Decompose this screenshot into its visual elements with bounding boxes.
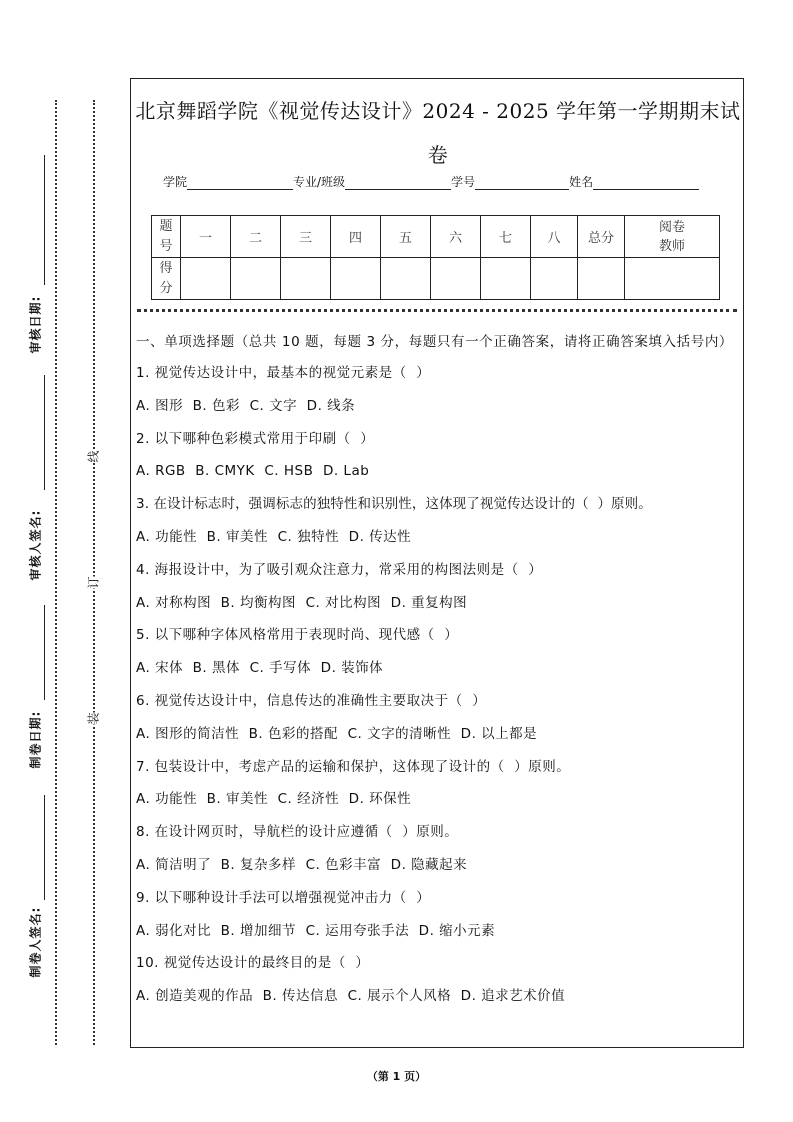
score-cell[interactable]: [381, 258, 431, 300]
score-cell[interactable]: [181, 258, 231, 300]
page-number: （第 1 页）: [366, 1070, 427, 1083]
student-id-label: 学号: [451, 175, 476, 189]
question-options: A. 功能性 B. 审美性 C. 经济性 D. 环保性: [136, 791, 412, 808]
binding-mark-zhuang: 装: [81, 712, 106, 724]
name-field[interactable]: [593, 177, 699, 190]
section-single-choice: [136, 331, 742, 1018]
question-text: 9. 以下哪种设计手法可以增强视觉冲击力（ ）: [136, 889, 431, 906]
score-col-header: 五: [381, 216, 431, 258]
binding-mark-xian: 线: [81, 450, 106, 462]
question-options: A. RGB B. CMYK C. HSB D. Lab: [136, 463, 370, 480]
signature-line: [44, 795, 45, 900]
score-cell[interactable]: [431, 258, 481, 300]
question-options: A. 创造美观的作品 B. 传达信息 C. 展示个人风格 D. 追求艺术价值: [136, 988, 566, 1005]
college-label: 学院: [163, 175, 188, 189]
student-id-field[interactable]: [475, 177, 569, 190]
review-date-label: 审核日期:: [28, 295, 43, 354]
exam-title-line1: 北京舞蹈学院《视觉传达设计》2024 - 2025 学年第一学期期末试: [135, 99, 741, 123]
paper-made-date-label: 制卷日期:: [28, 710, 43, 769]
question-text: 6. 视觉传达设计中，信息传达的准确性主要取决于（ ）: [136, 692, 487, 709]
reviewer-signature-label: 审核人签名:: [28, 509, 43, 581]
question-options: A. 对称构图 B. 均衡构图 C. 对比构图 D. 重复构图: [136, 594, 468, 611]
question-text: 7. 包装设计中，考虑产品的运输和保护，这体现了设计的（ ）原则。: [136, 758, 571, 775]
question-text: 1. 视觉传达设计中，最基本的视觉元素是（ ）: [136, 365, 431, 381]
signature-line: [44, 605, 45, 700]
question-options: A. 宋体 B. 黑体 C. 手写体 D. 装饰体: [136, 660, 384, 677]
student-info-row: [163, 173, 699, 190]
score-cell-grader[interactable]: [625, 258, 720, 300]
question-text: 10. 视觉传达设计的最终目的是（ ）: [136, 955, 370, 972]
score-col-header: 六: [431, 216, 481, 258]
binding-dotted-line-inner: [93, 100, 95, 1045]
question-text: 2. 以下哪种色彩模式常用于印刷（ ）: [136, 430, 375, 447]
question-text: 4. 海报设计中，为了吸引观众注意力，常采用的构图法则是（ ）: [136, 561, 543, 578]
question-options: A. 功能性 B. 审美性 C. 独特性 D. 传达性: [136, 528, 412, 545]
score-col-header: 八: [531, 216, 578, 258]
score-cell[interactable]: [281, 258, 331, 300]
score-col-header: 二: [231, 216, 281, 258]
score-cell[interactable]: [331, 258, 381, 300]
exam-title-line2: 卷: [427, 143, 449, 167]
score-cell[interactable]: [481, 258, 531, 300]
score-table-score-row: [152, 258, 720, 300]
paper-maker-signature-label: 制卷人签名:: [28, 906, 43, 978]
question-options: A. 弱化对比 B. 增加细节 C. 运用夸张手法 D. 缩小元素: [136, 922, 496, 939]
signature-line: [44, 155, 45, 285]
question-options: A. 图形的简洁性 B. 色彩的搭配 C. 文字的清晰性 D. 以上都是: [136, 725, 538, 742]
score-col-header-grader: 阅卷 教师: [625, 216, 720, 258]
score-col-header: 七: [481, 216, 531, 258]
question-text: 3. 在设计标志时，强调标志的独特性和识别性，这体现了视觉传达设计的（ ）原则。: [136, 496, 652, 513]
binding-dotted-line-outer: [55, 100, 57, 1045]
score-table: [151, 215, 720, 300]
score-row-label-question: 题 号: [152, 216, 181, 258]
major-field[interactable]: [345, 177, 451, 190]
college-field[interactable]: [187, 177, 293, 190]
score-table-header-row: [152, 216, 720, 258]
score-col-header-total: 总分: [578, 216, 625, 258]
score-cell[interactable]: [531, 258, 578, 300]
name-label: 姓名: [569, 175, 594, 189]
question-options: A. 简洁明了 B. 复杂多样 C. 色彩丰富 D. 隐藏起来: [136, 856, 468, 873]
score-cell-total[interactable]: [578, 258, 625, 300]
dotted-separator: [137, 309, 737, 312]
exam-frame: [130, 78, 744, 1048]
question-options: A. 图形 B. 色彩 C. 文字 D. 线条: [136, 397, 356, 414]
exam-title: [131, 89, 745, 177]
score-row-label-score: 得 分: [152, 258, 181, 300]
question-text: 8. 在设计网页时，导航栏的设计应遵循（ ）原则。: [136, 824, 459, 841]
binding-mark-ding: 订: [81, 576, 106, 588]
score-col-header: 一: [181, 216, 231, 258]
major-label: 专业/班级: [293, 175, 346, 189]
question-text: 5. 以下哪种字体风格常用于表现时尚、现代感（ ）: [136, 627, 459, 644]
signature-line: [44, 375, 45, 490]
score-col-header: 四: [331, 216, 381, 258]
score-cell[interactable]: [231, 258, 281, 300]
section-heading: 一、单项选择题（总共 10 题，每题 3 分，每题只有一个正确答案，请将正确答案填入括号内）: [136, 334, 734, 350]
score-col-header: 三: [281, 216, 331, 258]
